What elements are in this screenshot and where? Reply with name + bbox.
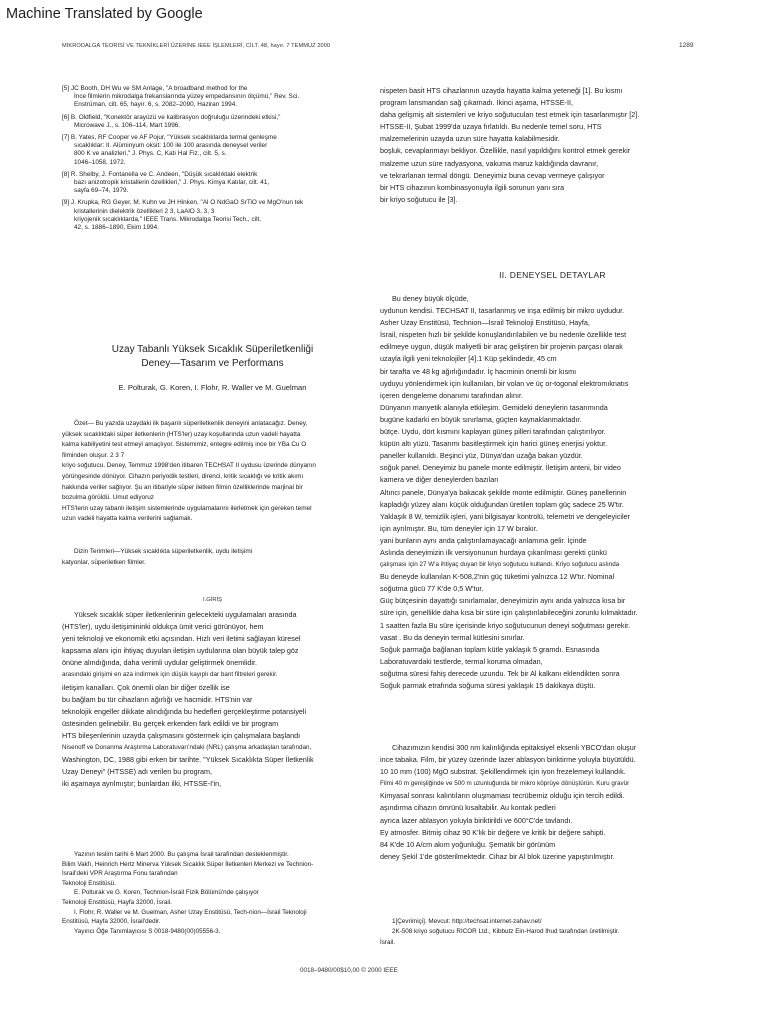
body-line: soğuk panel. Deneyimiz bu panele monte edilmiştir. İletişim anteni, bir video: [380, 463, 621, 473]
footnotes-left: [62, 850, 380, 936]
body-line: bir tarafta ve 48 kg ağırlığındadır. İç hacminin önemli bir kısmı: [380, 366, 577, 376]
body-line: Kimyasal sonrası kalıntıların oluşmaması tecrübemiz olduğu için tercih edildi.: [380, 791, 625, 801]
section-heading-introduction: I.GİRİŞ: [202, 597, 222, 603]
body-line: önüne alındığında, daha verimli uydular geliştirmek önemlidir.: [62, 658, 257, 668]
machine-translated-banner: Machine Translated by Google: [6, 6, 203, 22]
body-line: deney Şekil 1'de gösterilmektedir. Cihaz bir Al blok üzerine yapıştırılmıştır.: [380, 851, 615, 861]
body-line: Bu deney büyük ölçüde,: [392, 294, 469, 303]
body-line: ince tabaka. Film, bir yüzey üzerinde lazer ablasyon biriktirme yoluyla büyütüldü.: [380, 755, 636, 765]
body-line: uydunun kendisi. TECHSAT II, tasarlanmış ve inşa edilmiş bir mikro uydudur.: [380, 306, 625, 316]
reference-item: [62, 199, 372, 232]
body-line: soğutma süresi fahiş derecede uzundu. Tek bir Al kalkanı eklendikten sonra: [380, 668, 620, 678]
footnote-line: Enstitüsü, Hayfa 32000, İsrail'dedir.: [62, 918, 161, 926]
reference-line: 1046–1058, 1972.: [74, 158, 126, 166]
body-line: HTS bileşenlerinin uzayda çalışmasını göstermek için çalışmalara başlandı: [62, 730, 301, 740]
footnote-line: E. Polturak ve G. Koren, Technion-İsrail Fizik Bölümü'nde çalışıyor: [74, 889, 259, 897]
body-line: Güç bütçesinin dayattığı sınırlamalar, deneyimizin aynı anda yalnızca kısa bir: [380, 596, 626, 606]
body-line: bir kriyo soğutucu ile [3].: [380, 194, 458, 204]
abstract-line: filminden oluşur. 2 3 7: [62, 451, 125, 459]
body-line: 1 saatten fazla Bu süre içerisinde kriyo soğutucunun deneyi soğutması gerekir.: [380, 620, 631, 630]
footnote-line: Bilim Vakfı, Heinrich Hertz Minerva Yüksek Sıcaklık Süper İletkenleri Merkezi ve Technion-: [62, 860, 314, 868]
body-line: İsrail, nispeten hızlı bir şekilde konuşlandırılabilen ve bu nedenle özellikle test: [380, 330, 627, 340]
body-line: Yaklaşık 8 W, temizlik işleri, yani bilgisayar kontrolü, telemetri ve dengeleyiciler: [380, 511, 630, 521]
body-line: arasındaki girişimi en aza indirmek için düşük kayıplı dar bant filtreleri gerekir.: [62, 671, 278, 679]
abstract-line: yörüngesinde dönüyor. Cihazın periyodik testleri, direnci, kritik sıcaklığı ve kritik akımı: [62, 472, 304, 480]
body-line: süre için, genellikle daha kısa bir süre için çalıştırılabileceğini zorunlu kılmaktadır.: [380, 608, 638, 618]
device-description-paragraph: [380, 742, 725, 863]
abstract-line: HTS'lerin uzay tabanlı iletişim sistemlerinde uygulamalarını ilerletmek için gereken temel: [62, 504, 312, 512]
body-line: Washington, DC, 1988 gibi erken bir tarihte. "Yüksek Sıcaklıkta Süper İletkenlik: [62, 755, 314, 765]
body-line: bugüne kadarki en büyük sınırlama, güçten kaynaklanmaktadır.: [380, 414, 582, 424]
body-line: çalışması için 27 W'a ihtiyaç duyan bir kriyo soğutucu kullandı. Kriyo soğutucu aslında: [380, 561, 620, 569]
body-line: malzemelerinin uzayda uzun süre hayatta kalabilmesidir.: [380, 134, 560, 144]
paper-title-line: Uzay Tabanlı Yüksek Sıcaklık Süperiletkenliği: [111, 344, 314, 355]
reference-line: 800 K ve analizleri," J. Phys. C, Katı Hal Fiz., cilt. 5, s.: [74, 150, 227, 158]
body-line: Laboratuvardaki testlerde, termal koruma olmadan,: [380, 656, 543, 666]
body-line: teknolojik engeller dikkate alındığında bu hedefleri gerçekleştirme potansiyeli: [62, 706, 307, 716]
body-line: Yüksek sıcaklık süper iletkenlerinin gelecekteki uygulamaları arasında: [74, 610, 297, 619]
body-line: Soğuk parmağa bağlanan toplam kütle yaklaşık 5 gramdı. Esnasında: [380, 644, 600, 654]
body-line: üstesinden gelinebilir. Bu gerçek erkenden fark edildi ve bir program: [62, 718, 279, 728]
body-line: kapsama alanı için ihtiyaç duyulan iletişim uydularına olan büyük talep göz: [62, 646, 299, 656]
body-line: bir HTS cihazının kombinasyonuyla ilgili sorunun yanı sıra: [380, 182, 565, 192]
body-line: Ey atmosfer. Bitmiş cihaz 90 K'lık bir değere ve kritik bir değere sahipti.: [380, 827, 606, 837]
paper-title-line: Deney—Tasarım ve Performans: [141, 358, 284, 369]
reference-line: sıcaklıklar: II. Alüminyum oksit: 100 ile 100 arasında deneysel veriler: [74, 142, 268, 150]
footnote-line: Yayıncı Öğe Tanımlayıcısı S 0018-9480(00)05556-3.: [74, 927, 221, 935]
reference-line: İnce filmlerin mikrodalga frekanslarında yüzey empedansının ölçümü," Rev. Sci.: [74, 93, 300, 101]
reference-line: 42, s. 1886–1890, Ekim 1994.: [74, 224, 159, 232]
body-line: malzeme uzun süre radyasyona, vakuma maruz kaldığında davranır,: [380, 158, 599, 168]
reference-item: [62, 85, 372, 110]
body-line: ayrıca lazer ablasyon yoluyla biriktirildi ve 600°C'de tavlandı.: [380, 815, 573, 825]
abstract-line: kriyo soğutucu. Deney, Temmuz 1998'den itibaren TECHSAT II uydusu üzerinde dünyanın: [62, 462, 316, 470]
body-line: Altıncı panele, Dünya'ya bakacak şekilde monte edilmiştir. Güneş panellerinin: [380, 487, 627, 497]
reference-line: sayfa 69–74, 1979.: [74, 187, 129, 195]
body-line: edilmeye uygun, düşük maliyetli bir araç geliştiren bir projenin parçası olarak: [380, 342, 623, 352]
footnote-line: I. Flohr, R. Waller ve M. Guelman, Asher Uzay Enstitüsü, Tech-nion—İsrail Teknoloji: [74, 908, 307, 916]
body-line: iki aşamaya ayrılmıştır; bunlardan ilki, HTSSE-I'in,: [62, 779, 222, 789]
footnote-line: Yazının teslim tarihi 6 Mart 2000. Bu çalışma İsrail tarafından desteklenmiştir.: [74, 851, 289, 858]
body-line: içeren dengeleme donanımı tarafından alınır.: [380, 390, 524, 400]
footnote-line: Teknoloji Enstitüsü, Hayfa 32000, İsrail.: [62, 898, 172, 906]
introduction-body: [62, 609, 380, 790]
running-header: MİKRODALGA TEORİSİ VE TEKNİKLERİ ÜZERİNE IEEE İŞLEMLERİ, CİLT. 48, hayır. 7 TEMMUZ 2000: [62, 43, 331, 49]
body-line: yeni teknoloji ve ekonomik etki açısından. Hızlı veri iletimi sağlayan küresel: [62, 634, 301, 644]
footnote-line: İsrail.: [380, 938, 396, 946]
body-line: uyduyu yönlendirmek için kullanılan, bir volan ve üç or-togonal elektromıknatıs: [380, 378, 629, 388]
section-heading-experimental-details: II. DENEYSEL DETAYLAR: [499, 270, 606, 280]
reference-line: [7] B. Yates, RF Cooper ve AF Pojur, "Yüksek sıcaklıklarda termal genleşme: [62, 134, 277, 142]
body-line: Soğuk parmak etrafında soğuma süresi yaklaşık 15 dakikaya düştü.: [380, 681, 596, 690]
body-line: (HTS'ler), uydu iletişimininki oldukça ümit verici görünüyor, hem: [62, 622, 264, 632]
body-line: uzayla ilgili yeni teknolojiler [4].1 Küp şeklindedir, 45 cm: [380, 354, 557, 364]
body-line: aşındırma cihazın ömrünü kısaltabilir. Au kontak pedleri: [380, 803, 556, 813]
abstract-line: bozulma görüldü. Umut ediyoruz: [62, 494, 154, 502]
footer-copyright: 0018–9480/00$10,00 © 2000 IEEE: [300, 967, 398, 974]
reference-item: [62, 114, 372, 130]
body-line: iletişim kanalları. Çok önemli olan bir diğer özellik ise: [62, 682, 230, 692]
abstract-line: Özet— Bu yazıda uzaydaki ilk başarılı süperiletkenlik deneyini anlatacağız. Deney,: [74, 420, 308, 427]
body-line: bütçe. Uydu, dört kısmını kaplayan güneş pilleri tarafından çalıştırılıyor.: [380, 427, 606, 437]
footnote-line: 1[Çevrimiçi]. Mevcut: http://techsat.internet-zahav.net/: [392, 918, 542, 925]
reference-line: [9] J. Krupka, RG Geyer, M. Kuhn ve JH Hinken, "Al O NdGaO SrTiO ve MgO'nun tek: [62, 199, 304, 207]
right-column-top-paragraph: [380, 85, 725, 206]
body-line: yani bunların aynı anda çalıştırılamayacağı anlamına gelir. İçinde: [380, 535, 587, 545]
body-line: Filmi 40 m genişliğinde ve 500 m uzunluğunda bir mikro köprüye dönüştürün. Kuru gravür: [380, 780, 630, 788]
body-line: kapladığı yüzey alanı küçük olduğundan üretilen toplam güç sadece 25 W'tır.: [380, 499, 624, 509]
body-line: için ayrılmıştır. Bu, tüm deneyler için 17 W bırakır.: [380, 523, 538, 533]
page-number: 1289: [679, 42, 694, 49]
reference-line: bazı anizotropik kristallerin özellikleri," J. Phys. Kimya Katılar, cilt. 41,: [74, 179, 270, 187]
reference-line: Microwave J., s. 106–114, Mart 1996.: [74, 121, 181, 129]
footnotes-right: [380, 917, 725, 948]
reference-line: [8] R. Shelby, J. Fontanella ve C. Andeen, "Düşük sıcaklıktaki elektrik: [62, 170, 258, 178]
body-line: HTSSE-II, Şubat 1999'da uzaya fırlatıldı. Bu nedenle temel soru, HTS: [380, 122, 602, 132]
abstract-line: uzun vadeli hayatta kalma verilerini sağlamak.: [62, 515, 193, 523]
index-terms: [62, 547, 376, 568]
body-line: Bu deneyde kullanılan K-508,2'nin güç tüketimi yalnızca 12 W'tır. Nominal: [380, 572, 615, 582]
body-line: Aslında deneyimizin ilk versiyonunun hurdaya çıkarılması gerekti çünkü: [380, 547, 607, 557]
footnote-line: Teknoloji Enstitüsü.: [62, 879, 116, 887]
body-line: Dünyanın manyetik alanıyla etkileşim. Gemideki deneylerin tasarımında: [380, 402, 608, 412]
reference-line: [6] B. Oldfield, "Konektör arayüzü ve kalibrasyon doğruluğu üzerindeki etkisi,": [62, 113, 281, 121]
body-line: bu bağlam bu tür cihazların ağırlığı ve hacmidir. HTS'nin var: [62, 694, 253, 704]
experimental-details-body: [380, 293, 725, 692]
body-line: 84 K'de 10 A/cm akım yoğunluğu. Şematik bir görünüm: [380, 839, 556, 849]
reference-line: kristallerinin dielektrik özellikleri 2 3, LaAlO 3, 3, 3: [74, 207, 215, 215]
abstract-line: yüksek sıcaklıktaki süper iletkenlerin (HTS'ler) uzay koşullarında uzun vadeli hayatta: [62, 430, 301, 438]
reference-item: [62, 134, 372, 167]
reference-line: [5] JC Booth, DH Wu ve SM Anlage, "A broadband method for the: [62, 85, 248, 92]
abstract: [62, 419, 376, 525]
index-terms-line: Dizin Terimleri—Yüksek sıcaklıkta süperiletkenlik, uydu iletişimi: [74, 548, 253, 555]
body-line: program lansmandan sağ çıkamadı. İkinci aşama, HTSSE-II,: [380, 98, 573, 108]
reference-line: Enstrüman, cilt. 65, hayır. 6, s. 2082–2090, Haziran 1994.: [74, 101, 238, 109]
body-line: soğutma gücü 77 K'de 0,5 W'tur.: [380, 584, 484, 594]
authors: E. Polturak, G. Koren, I. Flohr, R. Waller ve M. Guelman: [118, 383, 307, 392]
reference-line: kriyojenik sıcaklıklarda," IEEE Trans. Mikrodalga Teorisi Tech., cilt.: [74, 215, 262, 223]
body-line: daha gelişmiş alt sistemleri ve kriyo soğutucuları test etmek için tasarlanmıştır [2].: [380, 110, 640, 120]
body-line: boşluk, cevaplanmayı bekliyor. Özellikle, nasıl yapıldığını kontrol etmek gerekir: [380, 146, 631, 156]
paper-title: [40, 343, 385, 371]
body-line: ve tekrarlanan termal döngü. Deneyimiz buna cevap vermeye çalışıyor: [380, 170, 605, 180]
body-line: nispeten basit HTS cihazlarının uzayda hayatta kalma yeteneği [1]. Bu kısmı: [380, 86, 623, 95]
abstract-line: hakkında veriler sağlıyor. Şu an itibariyle süper iletken filmin özelliklerinde marjinal bir: [62, 483, 303, 491]
body-line: Uzay Deneyi" (HTSSE) adı verilen bu program,: [62, 767, 212, 777]
body-line: Cihazımızın kendisi 300 nm kalınlığında epitaksiyel eksenli YBCO'dan oluşur: [392, 743, 637, 752]
body-line: vasat . Bu da deneyin termal kütlesini sınırlar.: [380, 632, 525, 642]
body-line: paneller kullanıldı. Beşinci yüz, Dünya'dan uzağa bakan yüzdür.: [380, 451, 583, 461]
body-line: 10 10 mm (100) MgO substrat. Şekillendirmek için iyon frezelemeyi kullandık.: [380, 767, 626, 777]
abstract-line: kalma kabiliyetini test etmeyi amaçlıyor. Sistemimiz, entegre edilmiş ince bir YBa Cu O: [62, 441, 307, 449]
footnote-line: İsrail'deki VPR Araştırma Fonu tarafından: [62, 870, 178, 878]
index-terms-line: katyonlar, süperiletken filmler.: [62, 558, 146, 566]
footnote-line: 2K-508 kriyo soğutucu RICOR Ltd., Kibbutz Ein-Harod Ihud tarafından üretilmiştir.: [392, 928, 620, 936]
references-list: [62, 85, 372, 236]
body-line: küpün altı yüzü. Tasarımı basitleştirmek için harici güneş enerjisi yoktur.: [380, 439, 608, 449]
body-line: kamera ve diğer deneylerden bazıları: [380, 475, 499, 485]
body-line: Nisenoff ve Donanma Araştırma Laboratuvarı'ndaki (NRL) çalışma arkadaşları tarafından,: [62, 744, 312, 752]
body-line: Asher Uzay Enstitüsü, Technion—İsrail Teknoloji Enstitüsü, Hayfa,: [380, 318, 590, 328]
reference-item: [62, 171, 372, 196]
